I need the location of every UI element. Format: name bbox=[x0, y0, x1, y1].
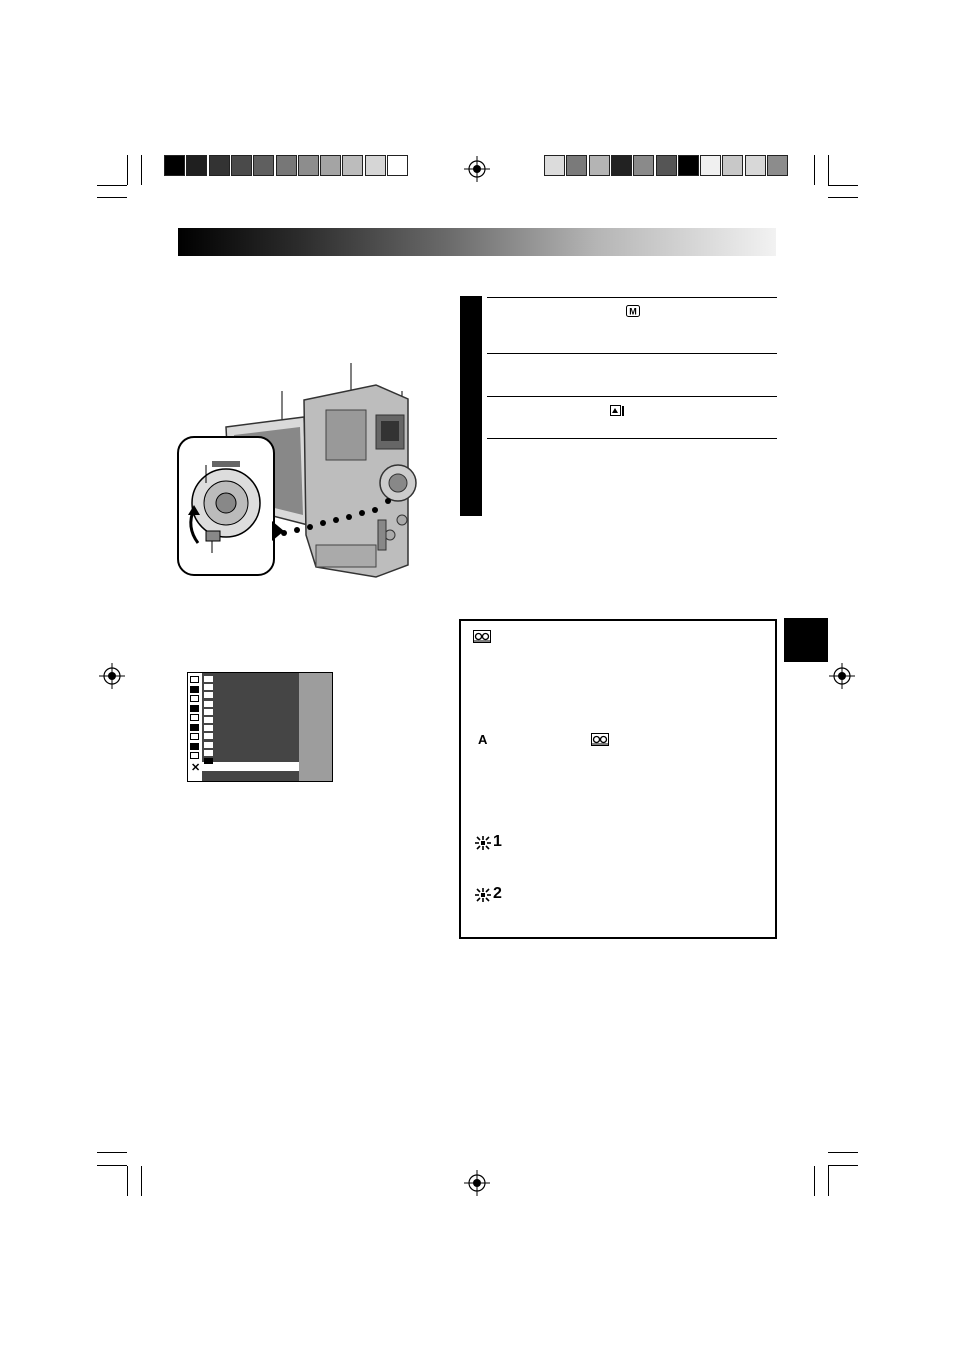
menu-mode-icon bbox=[204, 758, 213, 764]
color-swatch bbox=[745, 155, 766, 176]
sports-icon bbox=[473, 835, 493, 851]
page-tab bbox=[784, 618, 828, 662]
menu-category-icon bbox=[190, 676, 199, 683]
color-swatch bbox=[387, 155, 408, 176]
sports-icon bbox=[473, 887, 493, 903]
menu-mode-icon bbox=[204, 692, 213, 698]
registration-mark-bottom bbox=[464, 1170, 490, 1196]
registration-mark-right bbox=[829, 663, 855, 689]
color-swatch bbox=[678, 155, 699, 176]
menu-mode-icon bbox=[204, 709, 213, 715]
svg-text:M: M bbox=[629, 306, 637, 317]
step-rule-1 bbox=[487, 297, 777, 298]
color-swatch bbox=[209, 155, 230, 176]
menu-mode-icon bbox=[204, 676, 213, 682]
color-swatch bbox=[544, 155, 565, 176]
color-swatch bbox=[298, 155, 319, 176]
color-swatch bbox=[342, 155, 363, 176]
color-swatch bbox=[633, 155, 654, 176]
menu-category-icon bbox=[190, 705, 199, 712]
menu-mode-icon bbox=[204, 684, 213, 690]
color-swatch bbox=[700, 155, 721, 176]
sports-mode-1-number: 1 bbox=[493, 833, 502, 850]
menu-mode-icon bbox=[204, 701, 213, 707]
program-ae-icon bbox=[610, 405, 626, 417]
menu-mode-icon bbox=[204, 742, 213, 748]
menu-mode-icon bbox=[204, 725, 213, 731]
color-swatch bbox=[589, 155, 610, 176]
color-swatch bbox=[164, 155, 185, 176]
color-swatch bbox=[611, 155, 632, 176]
sports-mode-2-number: 2 bbox=[493, 885, 502, 902]
menu-mode-icon bbox=[204, 733, 213, 739]
color-swatch bbox=[276, 155, 297, 176]
step-side-bar bbox=[460, 296, 482, 516]
color-swatch bbox=[365, 155, 386, 176]
manual-mode-icon bbox=[626, 305, 640, 317]
step-rule-2 bbox=[487, 353, 777, 354]
color-swatch bbox=[253, 155, 274, 176]
close-icon: ✕ bbox=[191, 762, 201, 774]
color-swatch bbox=[566, 155, 587, 176]
program-ae-menu-screen bbox=[187, 672, 333, 782]
menu-category-icon bbox=[190, 714, 199, 721]
color-swatch bbox=[656, 155, 677, 176]
menu-category-icon bbox=[190, 743, 199, 750]
menu-mode-icon bbox=[204, 717, 213, 723]
menu-side-panel bbox=[299, 673, 333, 781]
registration-mark-top bbox=[464, 156, 490, 182]
twilight-icon bbox=[473, 630, 491, 643]
menu-selected-row bbox=[202, 762, 299, 771]
color-swatch bbox=[231, 155, 252, 176]
menu-category-icon bbox=[190, 686, 199, 693]
header-gradient-bar bbox=[178, 228, 776, 256]
menu-category-icon bbox=[190, 752, 199, 759]
menu-category-icon bbox=[190, 733, 199, 740]
auto-mode-letter: A bbox=[478, 732, 488, 747]
color-swatch bbox=[722, 155, 743, 176]
color-swatch bbox=[320, 155, 341, 176]
dial-zoom-bubble bbox=[176, 435, 288, 579]
menu-category-icon bbox=[190, 724, 199, 731]
registration-mark-left bbox=[99, 663, 125, 689]
color-swatch bbox=[767, 155, 788, 176]
menu-category-icon bbox=[190, 695, 199, 702]
step-rule-3 bbox=[487, 396, 777, 397]
twilight-icon-inline bbox=[591, 733, 609, 746]
step-rule-4 bbox=[487, 438, 777, 439]
menu-mode-icon bbox=[204, 750, 213, 756]
color-swatch bbox=[186, 155, 207, 176]
mode-info-box bbox=[459, 619, 777, 939]
